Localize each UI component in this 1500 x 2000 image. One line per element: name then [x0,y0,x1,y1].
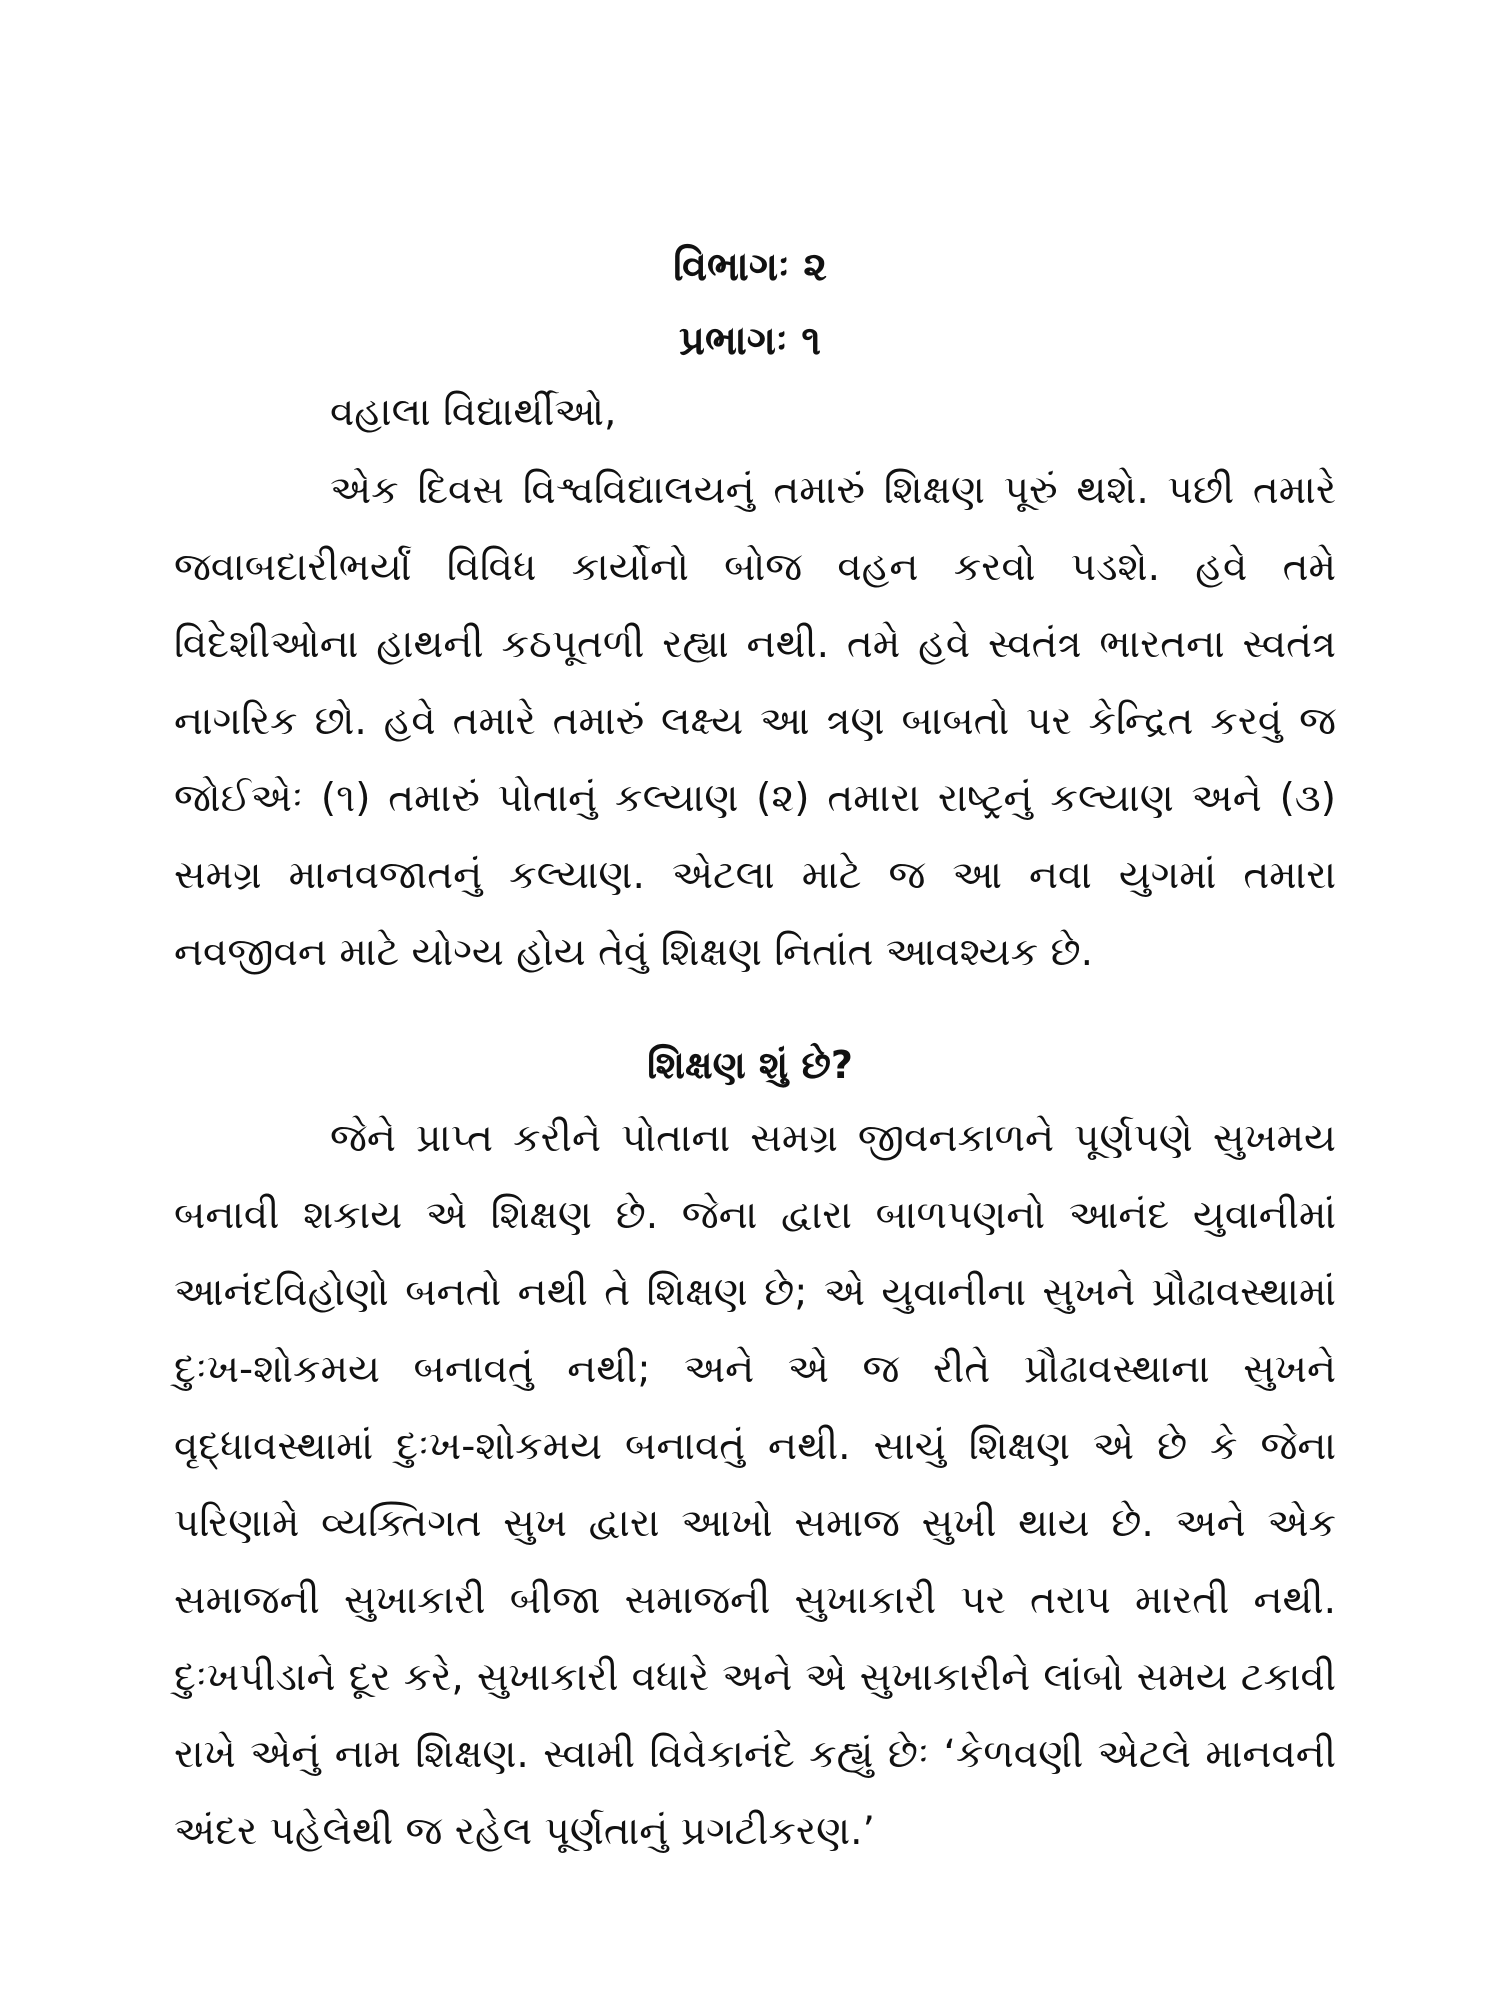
letter-paragraph: એક દિવસ વિશ્વવિદ્યાલયનું તમારું શિક્ષણ પૂરું થશે. પછી તમારે જવાબદારીભર્યાં વિવિધ કાર્યોનો બોજ વહન કરવો પડશે. હવે તમે વિદેશીઓના હાથની કઠપૂતળી રહ્યા નથી. તમે હવે સ્વતંત્ર ભારતના સ્વતંત્ર નાગરિક છો. હવે તમારે તમારું લક્ષ્ય આ ત્રણ બાબતો પર કેન્દ્રિત કરવું જ જોઈએઃ (૧) તમારું પોતાનું કલ્યાણ (૨) તમારા રાષ્ટ્રનું કલ્યાણ અને (૩) સમગ્ર માનવજાતનું કલ્યાણ. એટલા માટે જ આ નવા યુગમાં તમારા નવજીવન માટે યોગ્ય હોય તેવું શિક્ષણ નિતાંત આવશ્યક છે. [174,468,1336,975]
section-heading: વિભાગઃ ૨ [673,244,827,290]
letter-greeting: વહાલા વિદ્યાર્થીઓ, [330,390,617,435]
education-heading: શિક્ષણ શું છે? [647,1043,853,1087]
subsection-heading: પ્રભાગઃ ૧ [679,318,821,364]
education-paragraph: જેને પ્રાપ્ત કરીને પોતાના સમગ્ર જીવનકાળને પૂર્ણપણે સુખમય બનાવી શકાય એ શિક્ષણ છે. જેના દ્વારા બાળપણનો આનંદ યુવાનીમાં આનંદવિહોણો બનતો નથી તે શિક્ષણ છે; એ યુવાનીના સુખને પ્રૌઢાવસ્થામાં દુઃખ-શોકમય બનાવતું નથી; અને એ જ રીતે પ્રૌઢાવસ્થાના સુખને વૃદ્ધાવસ્થામાં દુઃખ-શોકમય બનાવતું નથી. સાચું શિક્ષણ એ છે કે જેના પરિણામે વ્યક્તિગત સુખ દ્વારા આખો સમાજ સુખી થાય છે. અને એક સમાજની સુખાકારી બીજા સમાજની સુખાકારી પર તરાપ મારતી નથી. દુઃખપીડાને દૂર કરે, સુખાકારી વધારે અને એ સુખાકારીને લાંબો સમય ટકાવી રાખે એનું નામ શિક્ષણ. સ્વામી વિવેકાનંદે કહ્યું છેઃ ‘કેળવણી એટલે માનવની અંદર પહેલેથી જ રહેલ પૂર્ણતાનું પ્રગટીકરણ.’ [174,1116,1336,1854]
